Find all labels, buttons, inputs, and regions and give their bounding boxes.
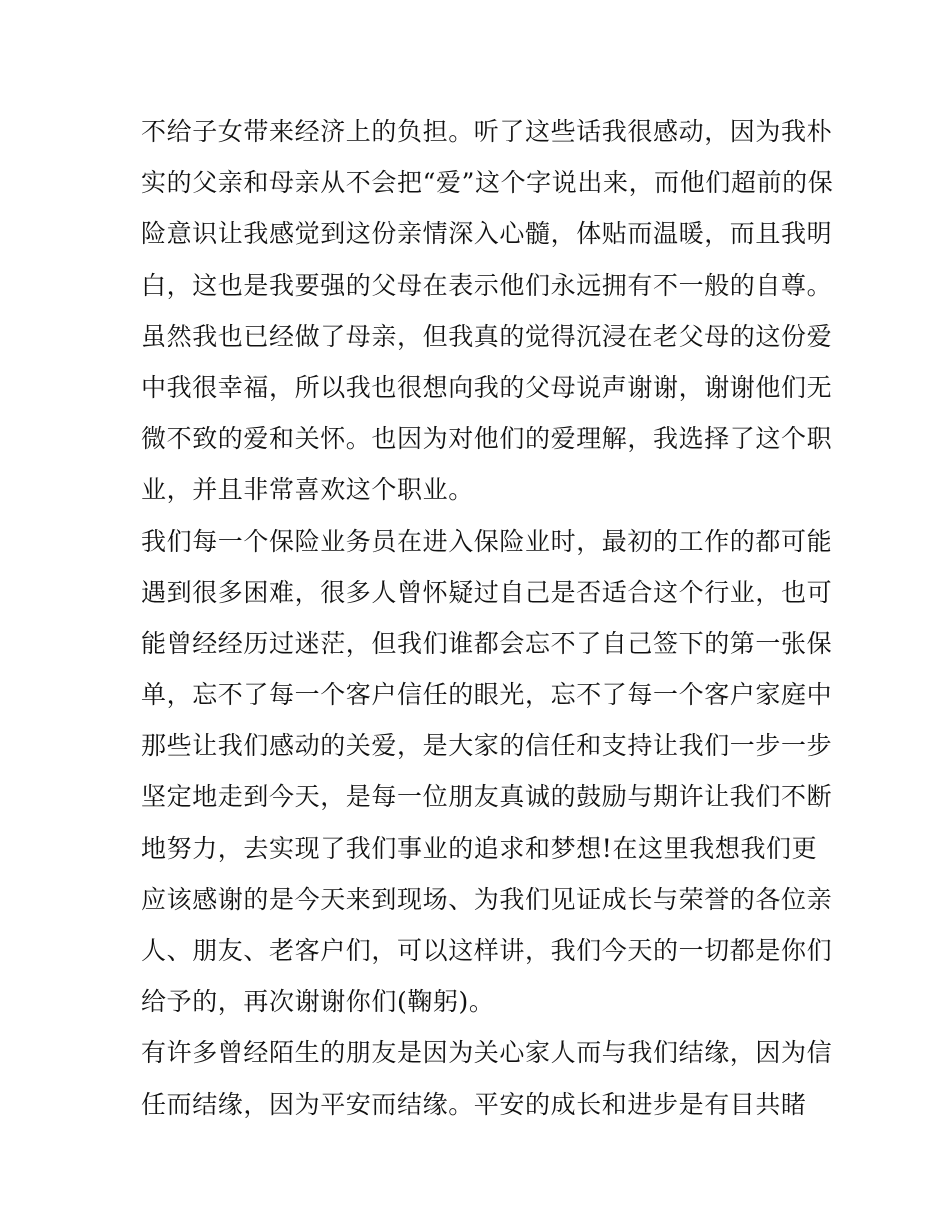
text-line: 险意识让我感觉到这份亲情深入心髓，体贴而温暖，而且我明 — [141, 219, 833, 249]
text-line: 微不致的爱和关怀。也因为对他们的爱理解，我选择了这个职 — [141, 424, 833, 454]
text-line: 我们每一个保险业务员在进入保险业时，最初的工作的都可能 — [141, 526, 833, 556]
text-line: 不给子女带来经济上的负担。听了这些话我很感动，因为我朴 — [141, 117, 833, 146]
text-line: 那些让我们感动的关爱，是大家的信任和支持让我们一步一步 — [141, 731, 833, 761]
text-line: 能曾经经历过迷茫，但我们谁都会忘不了自己签下的第一张保 — [141, 628, 833, 658]
text-line: 地努力，去实现了我们事业的追求和梦想!在这里我想我们更 — [141, 833, 818, 863]
text-line: 给予的，再次谢谢你们(鞠躬)。 — [141, 987, 495, 1017]
text-line: 单，忘不了每一个客户信任的眼光，忘不了每一个客户家庭中 — [141, 680, 833, 710]
text-line: 虽然我也已经做了母亲，但我真的觉得沉浸在老父母的这份爱 — [141, 321, 833, 351]
text-line: 人、朋友、老客户们，可以这样讲，我们今天的一切都是你们 — [141, 936, 833, 965]
body-text — [141, 106, 834, 1130]
text-line: 中我很幸福，所以我也很想向我的父母说声谢谢，谢谢他们无 — [141, 372, 833, 402]
text-line: 有许多曾经陌生的朋友是因为关心家人而与我们结缘，因为信 — [141, 1038, 833, 1068]
text-line: 坚定地走到今天，是每一位朋友真诚的鼓励与期许让我们不断 — [141, 782, 833, 812]
text-line: 业，并且非常喜欢这个职业。 — [141, 475, 474, 505]
text-line: 任而结缘，因为平安而结缘。平安的成长和进步是有目共睹 — [141, 1089, 807, 1119]
text-line: 白，这也是我要强的父母在表示他们永远拥有不一般的自尊。 — [141, 270, 833, 300]
text-line: 实的父亲和母亲从不会把“爱”这个字说出来，而他们超前的保 — [141, 168, 834, 198]
text-line: 应该感谢的是今天来到现场、为我们见证成长与荣誉的各位亲 — [141, 884, 833, 914]
text-line: 遇到很多困难，很多人曾怀疑过自己是否适合这个行业，也可 — [141, 577, 833, 607]
